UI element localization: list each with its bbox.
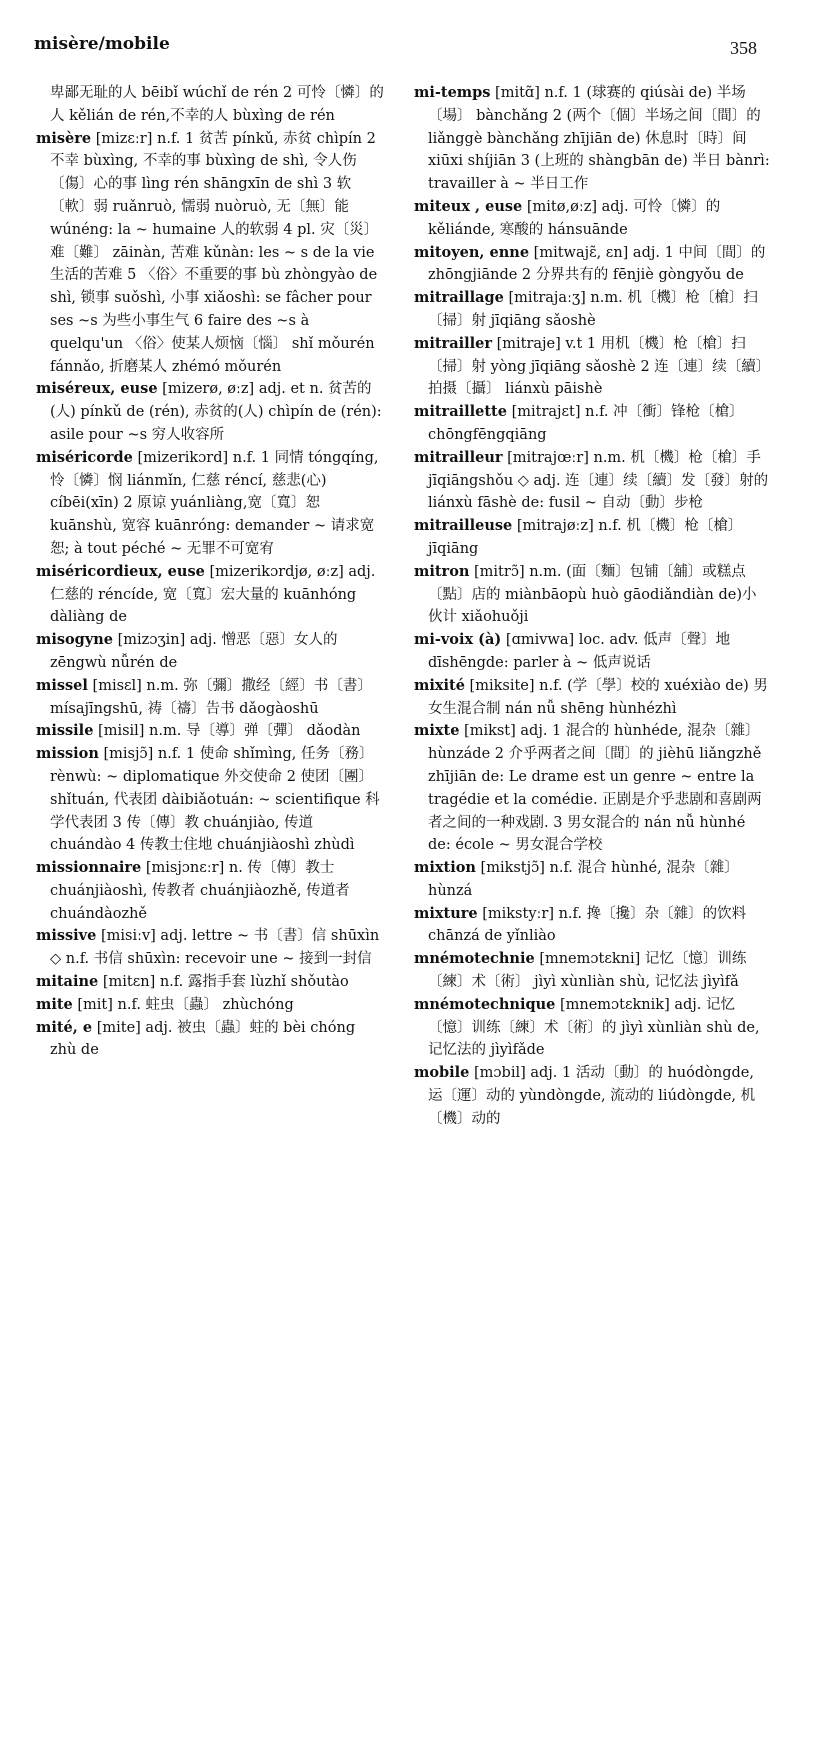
entry-text: [mizɛːr] n.f. 1 贫苦 pínkǔ, 赤贫 chìpín 2 不幸 bùxìng, 不幸的事 bùxìng de shì, 令人伤〔傷〕心的事 lìng rén shāngxīn de shì 3 软〔軟〕弱 ruǎnruò, 懦弱 nuòruò, 无〔無〕能 wúnéng: la ~ humaine 人的软弱 4 pl. 灾〔災〕难〔難〕 zāinàn, 苦难 kǔnàn: les ~ s de la vie 生活的苦难 5 〈俗〉不重要的事 bù zhòngyào de shì, 锁事 suǒshì, 小事 xiǎoshì: se fâcher pour ses ~s 为些小事生气 6 faire des ~s à quelqu'un 〈俗〉使某人烦恼〔惱〕 shǐ mǒurén fánnǎo, 折磨某人 zhémó mǒurén: [50, 130, 379, 375]
left-column: [36, 82, 384, 1062]
entry-headword: miséricorde: [36, 448, 133, 466]
dictionary-entry: [36, 971, 384, 994]
entry-text: [mitrajaːʒ] n.m. 机〔機〕枪〔槍〕扫〔掃〕射 jīqiāng sǎoshè: [428, 290, 758, 329]
entry-text: [mikst] adj. 1 混合的 hùnhéde, 混杂〔雜〕 hùnzáde 2 介乎两者之间〔間〕的 jièhū liǎngzhě zhījiān de: Le drame est un genre ~ entre la tragédie et la comédie. 正剧是介乎悲剧和喜剧两者之间的一种戏剧. 3 男女混合的 nán nǚ hùnhé de: école ~ 男女混合学校: [428, 723, 762, 854]
dictionary-entry: [414, 994, 770, 1062]
entry-headword: mobile: [414, 1064, 470, 1082]
entry-text: [mitrɔ̃] n.m. (面〔麵〕包铺〔舖〕或糕点〔點〕店的 miànbāopù huò gāodiǎndiàn de)小伙计 xiǎohuǒji: [428, 563, 757, 626]
entry-headword: mixtion: [414, 859, 476, 877]
entry-text: [mɔbil] adj. 1 活动〔動〕的 huódòngde, 运〔運〕动的 yùndòngde, 流动的 liúdòngde, 机〔機〕动的: [428, 1065, 756, 1127]
entry-text: [mitrajɛt] n.f. 冲〔衝〕锋枪〔槍〕 chōngfēngqiāng: [428, 404, 744, 443]
guide-words: misère/mobile: [34, 34, 170, 54]
entry-text: [mitraje] v.t 1 用机〔機〕枪〔槍〕扫〔掃〕射 yòng jīqiāng sǎoshè 2 连〔連〕续〔續〕拍摄〔攝〕 liánxù pāishè: [428, 335, 764, 398]
dictionary-entry: [414, 333, 770, 401]
dictionary-entry: [36, 925, 384, 971]
dictionary-entry: [36, 447, 384, 561]
entry-headword: mission: [36, 745, 99, 763]
entry-text: [mite] adj. 被虫〔蟲〕蛀的 bèi chóng zhù de: [50, 1019, 356, 1059]
entry-text: [miksite] n.f. (学〔學〕校的 xuéxiào de) 男女生混合制 nán nǚ shēng hùnhézhì: [428, 677, 768, 717]
dictionary-entry: [414, 196, 770, 242]
entry-headword: mi-temps: [414, 84, 491, 101]
entry-text: [misɛl] n.m. 弥〔彌〕撒经〔經〕书〔書〕 mísajīngshū, 祷〔禱〕告书 dǎogàoshū: [50, 677, 372, 717]
entry-text: [mizerikɔrd] n.f. 1 同情 tóngqíng, 怜〔憐〕悯 liánmǐn, 仁慈 réncí, 慈悲(心) cíbēi(xīn) 2 原谅 yuánliàng,宽〔寬〕恕 kuānshù, 宽容 kuānróng: demander ~ 请求宽恕; à tout péché ~ 无罪不可宽宥: [50, 449, 379, 557]
entry-headword: mite: [36, 995, 73, 1013]
entry-headword: mixture: [414, 904, 478, 922]
right-column: [414, 82, 770, 1131]
entry-text: [mnemɔtɛkni] 记忆〔憶〕训练〔練〕术〔術〕 jìyì xùnliàn shù, 记忆法 jìyìfǎ: [428, 951, 747, 991]
entry-headword: mité, e: [36, 1018, 93, 1036]
dictionary-entry: [36, 378, 384, 446]
entry-headword: misère: [36, 129, 92, 147]
entry-text: [mikstjɔ̃] n.f. 混合 hùnhé, 混杂〔雜〕 hùnzá: [428, 860, 739, 899]
dictionary-entry: [414, 561, 770, 629]
entry-headword: mitron: [414, 562, 470, 580]
entry-headword: mnémotechnie: [414, 950, 535, 968]
entry-text: [misiːv] adj. lettre ~ 书〔書〕信 shūxìn ◇ n.f. 书信 shūxìn: recevoir une ~ 接到一封信: [50, 928, 380, 968]
entry-headword: missel: [36, 676, 88, 694]
dictionary-entry: [36, 561, 384, 629]
dictionary-entry: [36, 743, 384, 857]
dictionary-entry: [36, 1017, 384, 1063]
entry-headword: missive: [36, 927, 97, 945]
dictionary-entry: [36, 128, 384, 379]
entry-headword: mi-voix (à): [414, 631, 502, 649]
entry-headword: mixte: [414, 722, 460, 740]
dictionary-entry: [36, 82, 384, 128]
entry-headword: misogyne: [36, 631, 114, 649]
entry-text: [mikstyːr] n.f. 搀〔攙〕杂〔雜〕的饮料 chānzá de yǐnliào: [428, 905, 747, 945]
entry-text: [ɑmivwa] loc. adv. 低声〔聲〕地 dīshēngde: parler à ~ 低声说话: [428, 632, 731, 671]
entry-headword: mnémotechnique: [414, 995, 556, 1013]
entry-headword: missile: [36, 722, 94, 740]
entry-text: [mitrajœːr] n.m. 机〔機〕枪〔槍〕手 jīqiāngshǒu ◇ adj. 连〔連〕续〔續〕发〔發〕射的 liánxù fāshè de: fusil ~ 自动〔動〕步枪: [428, 449, 769, 512]
entry-headword: mitaine: [36, 973, 99, 991]
dictionary-entry: [414, 287, 770, 333]
entry-text: [misjɔ̃] n.f. 1 使命 shǐmìng, 任务〔務〕 rènwù: ~ diplomatique 外交使命 2 使团〔團〕 shǐtuán, 代表团 dàibiǎotuán: ~ scientifique 科学代表团 3 传〔傳〕教 chuánjiào, 传道 chuándào 4 传教士住地 chuánjiàoshì zhùdì: [50, 746, 380, 854]
dictionary-entry: [36, 857, 384, 925]
entry-headword: miteux , euse: [414, 197, 523, 215]
dictionary-entry: [414, 720, 770, 857]
entry-headword: mitoyen, enne: [414, 243, 530, 261]
dictionary-entry: [414, 948, 770, 994]
dictionary-entry: [36, 675, 384, 721]
entry-text: [misjɔnɛːr] n. 传〔傳〕教士 chuánjiàoshì, 传教者 chuánjiàozhě, 传道者 chuándàozhě: [50, 860, 350, 922]
entry-text: [mit] n.f. 蛀虫〔蟲〕 zhùchóng: [77, 996, 294, 1013]
entry-text: [mitwajɛ̃, ɛn] adj. 1 中间〔間〕的 zhōngjiānde 2 分界共有的 fēnjiè gòngyǒu de: [428, 244, 766, 284]
entry-text: [mizerikɔrdjø, øːz] adj. 仁慈的 réncíde, 宽〔寬〕宏大量的 kuānhóng dàliàng de: [50, 563, 376, 626]
dictionary-entry: [414, 857, 770, 903]
entry-headword: mixité: [414, 676, 465, 694]
entry-text: [mitɑ̃] n.f. 1 (球赛的 qiúsài de) 半场〔場〕 bànchǎng 2 (两个〔個〕半场之间〔間〕的 liǎnggè bànchǎng zhījiān de) 休息时〔時〕间 xiūxi shíjiān 3 (上班的 shàngbān de) 半日 bànrì: travailler à ~ 半日工作: [428, 85, 770, 193]
entry-text: [mitø,øːz] adj. 可怜〔憐〕的 kěliánde, 寒酸的 hánsuānde: [428, 198, 721, 238]
entry-text: [misil] n.m. 导〔導〕弹〔彈〕 dǎodàn: [98, 723, 361, 740]
entry-headword: mitrailler: [414, 334, 492, 352]
entry-headword: miséricordieux, euse: [36, 562, 205, 580]
entry-headword: missionnaire: [36, 859, 142, 877]
dictionary-entry: [36, 629, 384, 675]
dictionary-entry: [414, 82, 770, 196]
dictionary-entry: [414, 447, 770, 515]
dictionary-entry: [36, 994, 384, 1017]
entry-text: [mitrajøːz] n.f. 机〔機〕枪〔槍〕 jīqiāng: [428, 518, 743, 557]
entry-text: [mizɔʒin] adj. 憎恶〔惡〕女人的 zēngwù nǚrén de: [50, 632, 338, 671]
entry-text: [mizerø, øːz] adj. et n. 贫苦的(人) pínkǔ de (rén), 赤贫的(人) chìpín de (rén): asile pour ~s 穷人收容所: [50, 381, 382, 443]
entry-text: [mitɛn] n.f. 露指手套 lùzhǐ shǒutào: [102, 974, 349, 991]
dictionary-entry: [414, 903, 770, 949]
dictionary-entry: [414, 242, 770, 288]
page-number: 358: [730, 38, 757, 58]
entry-text: 卑鄙无耻的人 bēibǐ wúchǐ de rén 2 可怜〔憐〕的人 kělián de rén,不幸的人 bùxìng de rén: [50, 85, 384, 124]
dictionary-entry: [36, 720, 384, 743]
entry-text: [mnemɔtɛknik] adj. 记忆〔憶〕训练〔練〕术〔術〕的 jìyì xùnliàn shù de, 记忆法的 jìyìfǎde: [428, 996, 760, 1059]
entry-headword: mitrailleur: [414, 448, 503, 466]
entry-headword: miséreux, euse: [36, 380, 158, 398]
entry-headword: mitrailleuse: [414, 517, 513, 535]
dictionary-entry: [414, 675, 770, 721]
entry-headword: mitraillette: [414, 403, 507, 421]
dictionary-entry: [414, 401, 770, 447]
dictionary-entry: [414, 1062, 770, 1130]
dictionary-entry: [414, 629, 770, 675]
entry-headword: mitraillage: [414, 289, 504, 307]
dictionary-entry: [414, 515, 770, 561]
